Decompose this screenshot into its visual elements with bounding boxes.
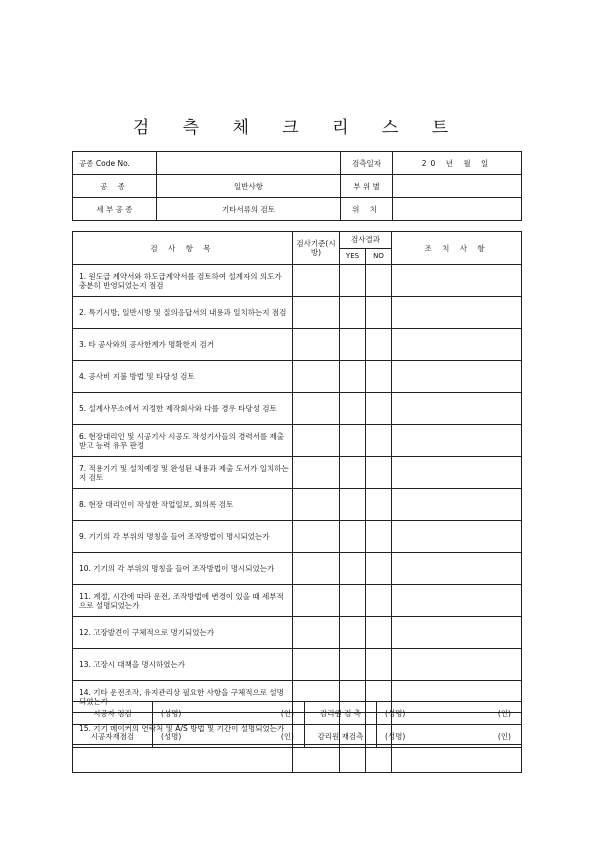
no-check-cell[interactable] [366, 361, 392, 393]
no-check-cell[interactable] [366, 329, 392, 361]
yes-check-cell[interactable] [340, 649, 366, 681]
checklist-table [72, 231, 522, 773]
yes-check-cell[interactable] [340, 617, 366, 649]
action-cell[interactable] [392, 617, 522, 649]
criteria-cell[interactable] [293, 329, 340, 361]
supervisor-inspect-label: 감리원 검 측 [305, 702, 377, 725]
criteria-cell[interactable] [293, 649, 340, 681]
table-row [73, 585, 522, 617]
sub-type-label: 세 부 공 종 [73, 198, 157, 221]
criteria-cell[interactable] [293, 265, 340, 297]
signature-row-1 [73, 702, 522, 725]
yes-check-cell[interactable] [340, 457, 366, 489]
no-check-cell[interactable] [366, 457, 392, 489]
checklist-item-text [73, 745, 293, 773]
action-cell[interactable] [392, 521, 522, 553]
checklist-item-text: 15. 기기 메이커의 연락처 및 A/S 방법 및 기간이 설명되었는가 [73, 713, 293, 745]
action-cell[interactable] [392, 457, 522, 489]
header-row-type [73, 175, 522, 198]
checklist-item-text: 11. 계절, 시간에 따라 운전, 조작방법에 변경이 있을 때 세부적으로 설명되었는가 [73, 585, 293, 617]
table-row [73, 745, 522, 773]
table-row [73, 617, 522, 649]
part-field[interactable] [393, 175, 522, 198]
no-check-cell[interactable] [366, 265, 392, 297]
table-row [73, 297, 522, 329]
checklist-item-text: 8. 현장 대리인이 작성한 작업일보, 회의록 검토 [73, 489, 293, 521]
col-action-header: 조 치 사 항 [392, 232, 522, 265]
contractor-recheck-sign-field[interactable] [153, 725, 305, 748]
criteria-cell[interactable] [293, 521, 340, 553]
checklist-item-text: 3. 타 공사와의 공사한계가 명확한지 검거 [73, 329, 293, 361]
table-row [73, 329, 522, 361]
criteria-cell[interactable] [293, 393, 340, 425]
table-row [73, 361, 522, 393]
checklist-item-text: 2. 특기시방, 일반시방 및 질의응답서의 내용과 일치하는지 점검 [73, 297, 293, 329]
header-row-subtype [73, 198, 522, 221]
contractor-check-seal: (인) [280, 708, 294, 718]
no-check-cell[interactable] [366, 521, 392, 553]
checklist-item-text: 7. 적용기기 및 설치예정 및 완성된 내용과 제출 도서가 일치하는지 검토 [73, 457, 293, 489]
supervisor-inspect-sign-field[interactable] [377, 702, 522, 725]
yes-check-cell[interactable] [340, 521, 366, 553]
table-row [73, 521, 522, 553]
no-check-cell[interactable] [366, 745, 392, 773]
criteria-cell[interactable] [293, 297, 340, 329]
header-info-table [72, 151, 522, 221]
action-cell[interactable] [392, 585, 522, 617]
no-check-cell[interactable] [366, 553, 392, 585]
action-cell[interactable] [392, 329, 522, 361]
criteria-cell[interactable] [293, 617, 340, 649]
contractor-recheck-name: (성명) [161, 731, 182, 741]
col-no-header: NO [366, 248, 392, 265]
table-row [73, 489, 522, 521]
no-check-cell[interactable] [366, 297, 392, 329]
table-row [73, 393, 522, 425]
checklist-item-text: 14. 기타 운전조작, 유지관리상 필요한 사항을 구체적으로 설명되었는가 [73, 681, 293, 713]
location-label: 위 치 [341, 198, 393, 221]
action-cell[interactable] [392, 393, 522, 425]
work-code-field[interactable] [157, 152, 341, 175]
checklist-item-text: 6. 현장대리인 및 시공기사 시공도 작성기사들의 경력서를 제출받고 능력 유무 판정 [73, 425, 293, 457]
checklist-item-text: 10. 기기의 각 부위의 명칭을 들어 조작방법이 명시되었는가 [73, 553, 293, 585]
checklist-item-text: 9. 기기의 각 부위의 명칭을 들어 조작방법이 명시되었는가 [73, 521, 293, 553]
action-cell[interactable] [392, 425, 522, 457]
yes-check-cell[interactable] [340, 745, 366, 773]
criteria-cell[interactable] [293, 425, 340, 457]
yes-check-cell[interactable] [340, 297, 366, 329]
criteria-cell[interactable] [293, 745, 340, 773]
no-check-cell[interactable] [366, 617, 392, 649]
contractor-check-sign-field[interactable] [153, 702, 305, 725]
supervisor-reinspect-name: (성명) [385, 731, 406, 741]
table-row [73, 425, 522, 457]
contractor-recheck-label: 시공자재점검 [73, 725, 153, 748]
table-row [73, 553, 522, 585]
action-cell[interactable] [392, 649, 522, 681]
no-check-cell[interactable] [366, 489, 392, 521]
supervisor-reinspect-seal: (인) [497, 731, 511, 741]
action-cell[interactable] [392, 489, 522, 521]
criteria-cell[interactable] [293, 553, 340, 585]
no-check-cell[interactable] [366, 649, 392, 681]
page-title: 검 측 체 크 리 스 트 [132, 118, 463, 138]
table-row [73, 457, 522, 489]
work-type-label: 공 종 [73, 175, 157, 198]
sub-type-field[interactable]: 기타서류의 검토 [157, 198, 341, 221]
action-cell[interactable] [392, 297, 522, 329]
checklist-item-text: 5. 설계사무소에서 지정한 제작회사와 다를 경우 타당성 검토 [73, 393, 293, 425]
contractor-recheck-seal: (인) [280, 731, 294, 741]
location-field[interactable] [393, 198, 522, 221]
work-type-field[interactable]: 일반사항 [157, 175, 341, 198]
yes-check-cell[interactable] [340, 585, 366, 617]
yes-check-cell[interactable] [340, 393, 366, 425]
inspect-date-label: 검측일자 [341, 152, 393, 175]
checklist-item-text: 13. 고장시 대책을 명시하였는가 [73, 649, 293, 681]
header-row-code [73, 152, 522, 175]
checklist-item-text: 12. 고장발견이 구체적으로 명기되었는가 [73, 617, 293, 649]
yes-check-cell[interactable] [340, 489, 366, 521]
no-check-cell[interactable] [366, 425, 392, 457]
action-cell[interactable] [392, 553, 522, 585]
no-check-cell[interactable] [366, 585, 392, 617]
criteria-cell[interactable] [293, 585, 340, 617]
action-cell[interactable] [392, 265, 522, 297]
table-row [73, 265, 522, 297]
checklist-item-text: 4. 공사비 지불 방법 및 타당성 검토 [73, 361, 293, 393]
yes-check-cell[interactable] [340, 425, 366, 457]
table-row [73, 649, 522, 681]
checklist-header-row [73, 232, 522, 249]
yes-check-cell[interactable] [340, 361, 366, 393]
signature-table [72, 701, 522, 748]
action-cell[interactable] [392, 361, 522, 393]
col-result-header: 검사결과 [340, 232, 392, 249]
yes-check-cell[interactable] [340, 329, 366, 361]
supervisor-reinspect-label: 감리원 재검측 [305, 725, 377, 748]
signature-row-2 [73, 725, 522, 748]
inspect-date-field[interactable]: 20 년 월 일 [393, 152, 522, 175]
contractor-check-label: 시공자 점검 [73, 702, 153, 725]
checklist-item-text: 1. 원도급 계약서와 하도급계약서를 검토하여 설계자의 의도가 충분히 반영되었는지 점검 [73, 265, 293, 297]
criteria-cell[interactable] [293, 457, 340, 489]
yes-check-cell[interactable] [340, 553, 366, 585]
part-label: 부 위 별 [341, 175, 393, 198]
criteria-cell[interactable] [293, 361, 340, 393]
col-yes-header: YES [340, 248, 366, 265]
no-check-cell[interactable] [366, 393, 392, 425]
yes-check-cell[interactable] [340, 265, 366, 297]
work-code-label: 공종 Code No. [73, 152, 157, 175]
supervisor-reinspect-sign-field[interactable] [377, 725, 522, 748]
col-item-header: 검 사 항 목 [73, 232, 293, 265]
supervisor-inspect-seal: (인) [497, 708, 511, 718]
action-cell[interactable] [392, 745, 522, 773]
criteria-cell[interactable] [293, 489, 340, 521]
supervisor-inspect-name: (성명) [385, 708, 406, 718]
contractor-check-name: (성명) [161, 708, 182, 718]
col-criteria-header: 검사기준(시방) [293, 232, 340, 265]
